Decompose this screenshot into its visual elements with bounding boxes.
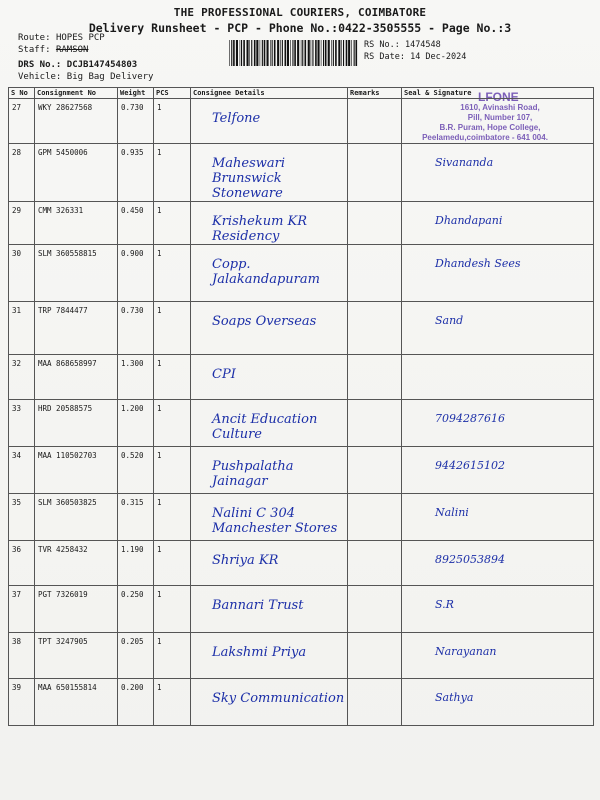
company-title: THE PROFESSIONAL COURIERS, COIMBATORE [173, 6, 427, 19]
cell-pcs-text: 1 [157, 590, 162, 599]
cell-consignee [191, 245, 348, 302]
cell-pcs [154, 679, 191, 726]
cell-sno [9, 245, 35, 302]
cell-pcs [154, 144, 191, 202]
consignee-handwriting: Maheswari Brunswick Stoneware [212, 156, 286, 201]
table-row [9, 679, 594, 726]
col-sno-header: S No [9, 88, 35, 99]
cell-consignment-no [35, 541, 118, 586]
cell-consignment-no [35, 144, 118, 202]
cell-seal-signature [402, 494, 594, 541]
rs-date-line [364, 52, 466, 62]
cell-seal-signature [402, 586, 594, 633]
table-row [9, 586, 594, 633]
cell-pcs-text: 1 [157, 498, 162, 507]
cell-pcs-text: 1 [157, 103, 162, 112]
signature-handwriting: 7094287616 [435, 412, 505, 425]
cell-consignment-no-text: TVR 4258432 [38, 545, 88, 554]
cell-sno-text: 39 [12, 683, 22, 692]
table-row [9, 202, 594, 245]
cell-consignment-no [35, 586, 118, 633]
cell-weight-text: 0.935 [121, 148, 144, 157]
cell-sno [9, 541, 35, 586]
cell-consignee [191, 400, 348, 447]
cell-weight [118, 202, 154, 245]
table-row [9, 302, 594, 355]
consignee-handwriting: Soaps Overseas [212, 314, 317, 329]
cell-sno-text: 35 [12, 498, 22, 507]
signature-handwriting: Narayanan [435, 645, 497, 658]
col-weight-header: Weight [118, 88, 154, 99]
cell-consignee [191, 302, 348, 355]
drs-value: DCJB147454803 [66, 60, 138, 70]
cell-consignment-no [35, 494, 118, 541]
table-row [9, 494, 594, 541]
cell-consignment-no [35, 99, 118, 144]
col-remarks-header: Remarks [348, 88, 402, 99]
cell-weight-text: 1.190 [121, 545, 144, 554]
cell-sno [9, 586, 35, 633]
rs-no-label: RS No.: [364, 40, 400, 50]
vehicle-value: Big Bag Delivery [66, 72, 154, 82]
consignee-handwriting: Nalini C 304 Manchester Stores [212, 506, 338, 536]
cell-seal-signature [402, 447, 594, 494]
stamp-address-2: Pill, Number 107, [467, 113, 533, 122]
cell-pcs-text: 1 [157, 545, 162, 554]
cell-seal-signature [402, 99, 594, 144]
col-pcs-header: PCS [154, 88, 191, 99]
consignee-handwriting: CPI [212, 367, 236, 382]
cell-pcs-text: 1 [157, 637, 162, 646]
cell-consignment-no-text: GPM 5450006 [38, 148, 88, 157]
cell-sno-text: 36 [12, 545, 22, 554]
signature-handwriting: Nalini [435, 506, 469, 519]
cell-sno [9, 494, 35, 541]
cell-weight [118, 494, 154, 541]
cell-remarks [348, 144, 402, 202]
drs-label: DRS No.: [18, 60, 62, 70]
cell-consignment-no [35, 679, 118, 726]
cell-weight-text: 0.730 [121, 306, 144, 315]
signature-handwriting: Dhandesh Sees [435, 257, 521, 270]
cell-sno [9, 302, 35, 355]
table-row [9, 633, 594, 679]
cell-remarks [348, 245, 402, 302]
cell-sno-text: 38 [12, 637, 22, 646]
cell-pcs [154, 245, 191, 302]
cell-consignment-no [35, 633, 118, 679]
col-consignment-header: Consignment No [35, 88, 118, 99]
staff-value: RAMSON [55, 45, 89, 55]
cell-remarks [348, 99, 402, 144]
cell-weight-text: 0.250 [121, 590, 144, 599]
cell-seal-signature [402, 633, 594, 679]
cell-weight-text: 0.730 [121, 103, 144, 112]
table-row [9, 355, 594, 400]
consignee-handwriting: Sky Communication [212, 691, 345, 706]
cell-seal-signature [402, 679, 594, 726]
staff-line [18, 45, 88, 55]
signature-handwriting: Sivananda [435, 156, 494, 169]
cell-pcs-text: 1 [157, 404, 162, 413]
cell-sno [9, 400, 35, 447]
col-consignee-header: Consignee Details [191, 88, 348, 99]
cell-pcs [154, 633, 191, 679]
consignee-handwriting: Krishekum KR Residency [212, 214, 308, 244]
cell-sno-text: 31 [12, 306, 22, 315]
cell-sno [9, 99, 35, 144]
signature-handwriting: Sand [435, 314, 464, 327]
cell-consignment-no [35, 302, 118, 355]
cell-consignment-no-text: MAA 868658997 [38, 359, 97, 368]
cell-consignee [191, 99, 348, 144]
route-line [18, 33, 105, 43]
cell-remarks [348, 355, 402, 400]
cell-pcs-text: 1 [157, 683, 162, 692]
table-header-row [9, 88, 594, 99]
cell-weight [118, 679, 154, 726]
cell-consignment-no-text: SLM 360503825 [38, 498, 97, 507]
cell-consignment-no-text: WKY 28627568 [38, 103, 93, 112]
stamp-address-1: 1610, Avinashi Road, [460, 103, 540, 112]
cell-weight-text: 1.300 [121, 359, 144, 368]
drs-line [18, 60, 137, 70]
table-row [9, 245, 594, 302]
consignee-handwriting: Pushpalatha Jainagar [212, 459, 294, 489]
cell-sno-text: 28 [12, 148, 22, 157]
cell-pcs [154, 494, 191, 541]
table-row [9, 400, 594, 447]
cell-consignment-no-text: CMM 326331 [38, 206, 84, 215]
cell-consignee [191, 144, 348, 202]
cell-weight-text: 1.200 [121, 404, 144, 413]
cell-seal-signature [402, 400, 594, 447]
cell-consignee [191, 494, 348, 541]
vehicle-line [18, 72, 153, 82]
cell-pcs [154, 302, 191, 355]
cell-consignment-no [35, 447, 118, 494]
cell-consignment-no-text: HRD 20588575 [38, 404, 93, 413]
cell-consignment-no [35, 400, 118, 447]
cell-sno [9, 679, 35, 726]
cell-consignee [191, 355, 348, 400]
cell-pcs [154, 355, 191, 400]
cell-seal-signature [402, 541, 594, 586]
cell-consignee [191, 633, 348, 679]
cell-seal-signature [402, 355, 594, 400]
cell-weight [118, 447, 154, 494]
cell-consignment-no-text: MAA 650155814 [38, 683, 97, 692]
signature-handwriting: Sathya [435, 691, 474, 704]
signature-handwriting: 8925053894 [435, 553, 505, 566]
col-seal-header: Seal & Signature [402, 88, 594, 99]
cell-sno-text: 29 [12, 206, 22, 215]
cell-weight [118, 541, 154, 586]
cell-remarks [348, 633, 402, 679]
cell-pcs [154, 541, 191, 586]
cell-sno-text: 27 [12, 103, 22, 112]
stamp-address-3: B.R. Puram, Hope College, [439, 123, 541, 132]
cell-remarks [348, 447, 402, 494]
rs-no-line [364, 40, 441, 50]
cell-pcs-text: 1 [157, 206, 162, 215]
cell-seal-signature [402, 144, 594, 202]
cell-seal-signature [402, 302, 594, 355]
cell-sno-text: 37 [12, 590, 22, 599]
cell-remarks [348, 586, 402, 633]
cell-pcs-text: 1 [157, 359, 162, 368]
cell-consignment-no [35, 245, 118, 302]
cell-pcs [154, 202, 191, 245]
cell-weight [118, 99, 154, 144]
cell-consignment-no-text: SLM 360558815 [38, 249, 97, 258]
cell-consignee [191, 586, 348, 633]
cell-consignee [191, 447, 348, 494]
cell-pcs-text: 1 [157, 249, 162, 258]
cell-weight-text: 0.315 [121, 498, 144, 507]
cell-remarks [348, 202, 402, 245]
route-value: HOPES PCP [55, 33, 105, 43]
consignee-handwriting: Lakshmi Priya [212, 645, 307, 660]
signature-handwriting: 9442615102 [435, 459, 505, 472]
cell-sno [9, 144, 35, 202]
consignee-handwriting: Telfone [212, 111, 261, 126]
consignee-handwriting: Shriya KR [212, 553, 279, 568]
table-row [9, 541, 594, 586]
cell-sno-text: 34 [12, 451, 22, 460]
cell-consignment-no [35, 355, 118, 400]
runsheet-title: Delivery Runsheet - PCP - Phone No.:0422-3505555 - Page No.:3 [88, 21, 512, 35]
cell-seal-signature [402, 202, 594, 245]
cell-weight-text: 0.205 [121, 637, 144, 646]
stamp-address-4: Peelamedu,coimbatore - 641 004. [422, 133, 548, 142]
cell-remarks [348, 302, 402, 355]
cell-pcs-text: 1 [157, 451, 162, 460]
cell-remarks [348, 679, 402, 726]
cell-weight [118, 355, 154, 400]
cell-sno-text: 33 [12, 404, 22, 413]
cell-consignment-no-text: TRP 7844477 [38, 306, 88, 315]
cell-pcs-text: 1 [157, 306, 162, 315]
cell-seal-signature [402, 245, 594, 302]
vehicle-label: Vehicle: [18, 72, 62, 82]
cell-consignee [191, 679, 348, 726]
cell-remarks [348, 541, 402, 586]
cell-pcs [154, 400, 191, 447]
cell-consignee [191, 202, 348, 245]
table-row [9, 99, 594, 144]
rs-date-label: RS Date: [364, 52, 405, 62]
cell-weight [118, 400, 154, 447]
delivery-table [8, 87, 594, 726]
cell-sno-text: 30 [12, 249, 22, 258]
route-label: Route: [18, 33, 51, 43]
consignee-handwriting: Bannari Trust [212, 598, 304, 613]
rs-date-value: 14 Dec-2024 [410, 52, 467, 62]
cell-remarks [348, 494, 402, 541]
consignee-handwriting: Ancit Education Culture [212, 412, 318, 442]
cell-weight [118, 302, 154, 355]
cell-sno [9, 633, 35, 679]
cell-consignee [191, 541, 348, 586]
cell-weight [118, 245, 154, 302]
cell-sno [9, 202, 35, 245]
staff-label: Staff: [18, 45, 51, 55]
cell-consignment-no [35, 202, 118, 245]
cell-weight-text: 0.200 [121, 683, 144, 692]
signature-handwriting: S.R [435, 598, 454, 611]
barcode-image [229, 40, 359, 66]
signature-handwriting: Dhandapani [435, 214, 503, 227]
cell-weight-text: 0.520 [121, 451, 144, 460]
cell-pcs [154, 447, 191, 494]
cell-remarks [348, 400, 402, 447]
cell-sno [9, 447, 35, 494]
consignee-handwriting: Copp. Jalakandapuram [212, 257, 320, 287]
cell-sno-text: 32 [12, 359, 22, 368]
cell-pcs [154, 99, 191, 144]
cell-weight [118, 144, 154, 202]
table-row [9, 447, 594, 494]
cell-pcs [154, 586, 191, 633]
cell-weight [118, 586, 154, 633]
cell-consignment-no-text: PGT 7326019 [38, 590, 88, 599]
cell-consignment-no-text: MAA 110502703 [38, 451, 97, 460]
cell-weight-text: 0.900 [121, 249, 144, 258]
table-row [9, 144, 594, 202]
cell-consignment-no-text: TPT 3247905 [38, 637, 88, 646]
cell-weight-text: 0.450 [121, 206, 144, 215]
stamp-company: LFONE [478, 90, 519, 104]
cell-sno [9, 355, 35, 400]
cell-pcs-text: 1 [157, 148, 162, 157]
rs-no-value: 1474548 [404, 40, 441, 50]
cell-weight [118, 633, 154, 679]
